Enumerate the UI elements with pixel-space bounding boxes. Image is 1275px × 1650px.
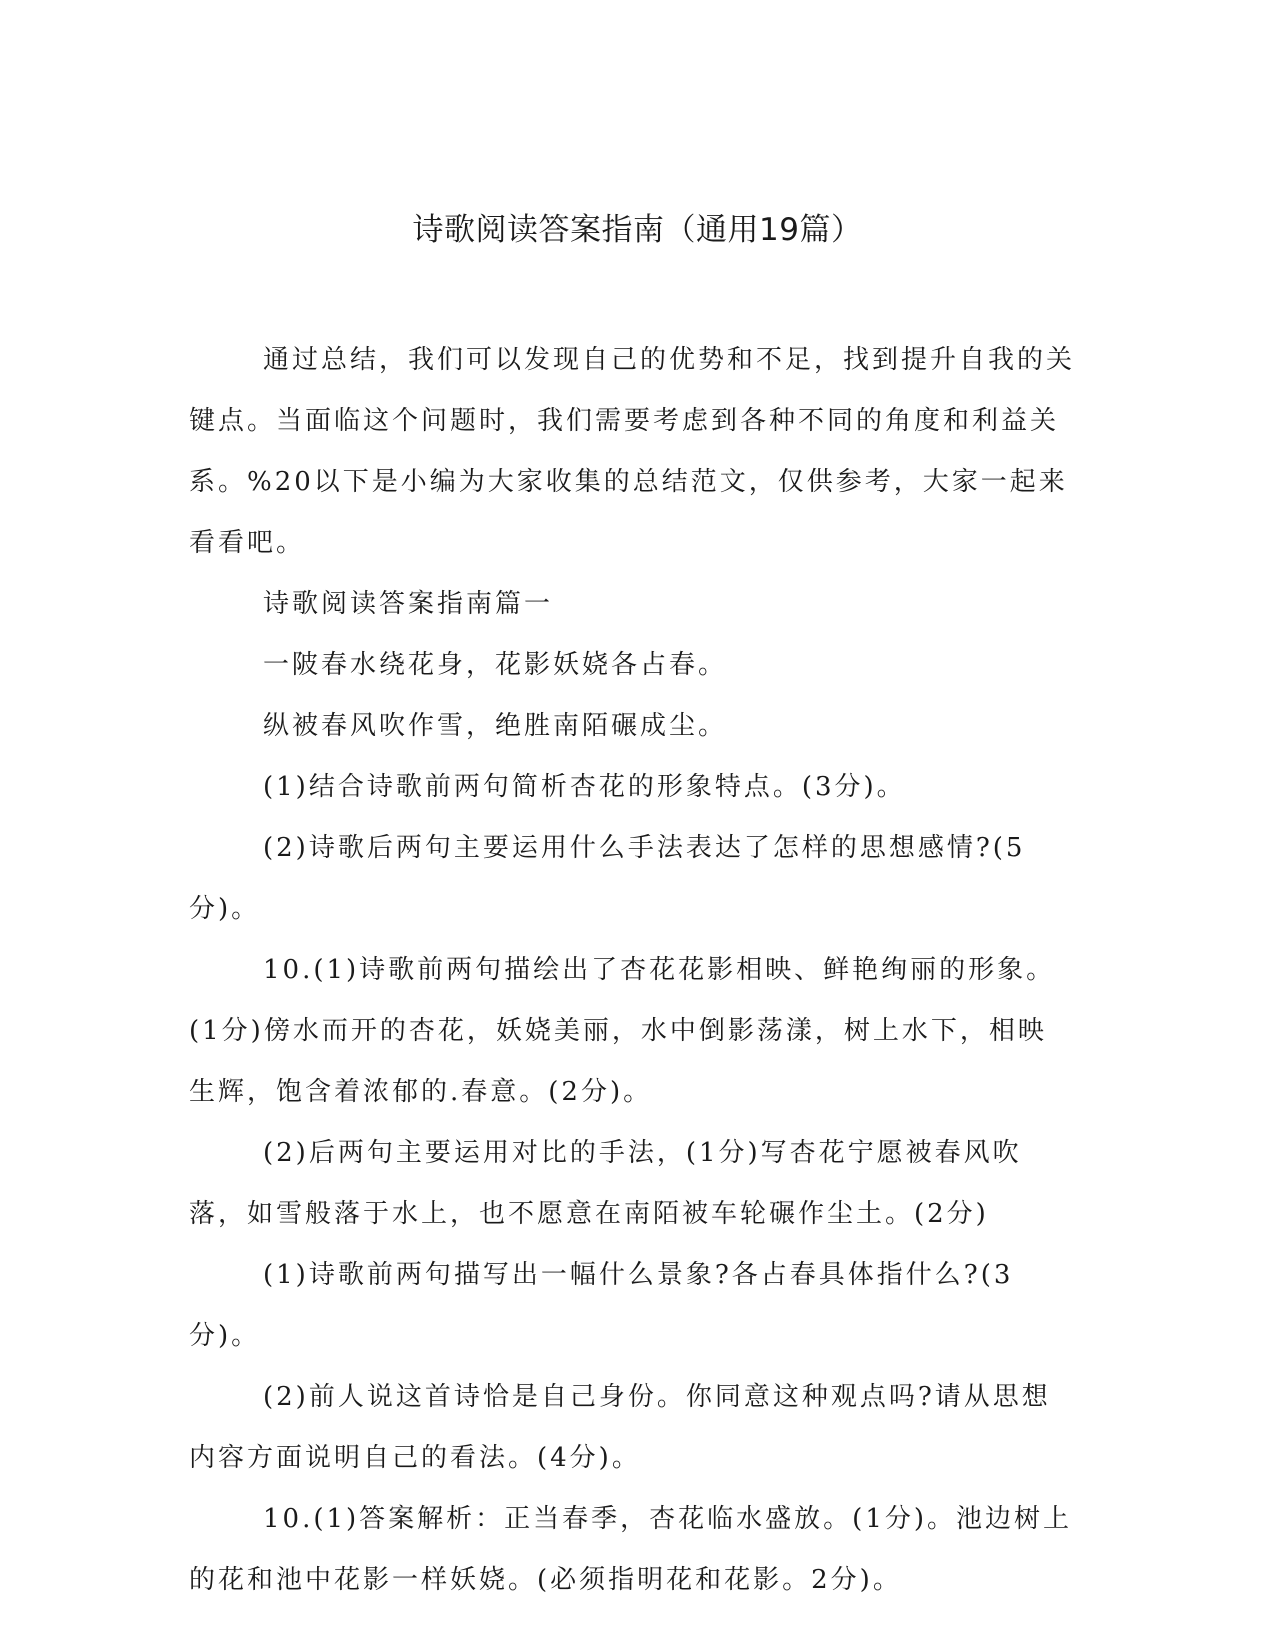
section-heading: 诗歌阅读答案指南篇一 — [263, 589, 554, 619]
question-paragraph: (1)诗歌前两句描写出一幅什么景象?各占春具体指什么?(3分)。 — [189, 1260, 1014, 1351]
poem-line: 一陂春水绕花身，花影妖娆各占春。 — [263, 650, 728, 680]
answer-paragraph: (2)后两句主要运用对比的手法，(1分)写杏花宁愿被春风吹落，如雪般落于水上，也不愿意在南陌被车轮碾作尘土。(2分) — [189, 1138, 1022, 1229]
document-body — [189, 330, 1075, 1611]
answer-paragraph: 10.(1)答案解析：正当春季，杏花临水盛放。(1分)。池边树上的花和池中花影一样妖娆。(必须指明花和花影。2分)。 — [189, 1504, 1073, 1595]
intro-paragraph: 通过总结，我们可以发现自己的优势和不足，找到提升自我的关键点。当面临这个问题时，我们需要考虑到各种不同的角度和利益关系。%20以下是小编为大家收集的总结范文，仅供参考，大家一起来看看吧。 — [189, 345, 1076, 558]
question-paragraph: (2)诗歌后两句主要运用什么手法表达了怎样的思想感情?(5分)。 — [189, 833, 1026, 924]
question-paragraph: (2)前人说这首诗恰是自己身份。你同意这种观点吗?请从思想内容方面说明自己的看法。(4分)。 — [189, 1382, 1051, 1473]
poem-line: 纵被春风吹作雪，绝胜南陌碾成尘。 — [263, 711, 728, 741]
question-paragraph: (1)结合诗歌前两句简析杏花的形象特点。(3分)。 — [263, 772, 906, 802]
answer-paragraph: 10.(1)诗歌前两句描绘出了杏花花影相映、鲜艳绚丽的形象。(1分)傍水而开的杏花，妖娆美丽，水中倒影荡漾，树上水下，相映生辉，饱含着浓郁的.春意。(2分)。 — [189, 955, 1056, 1107]
document-title: 诗歌阅读答案指南（通用19篇） — [412, 212, 863, 248]
